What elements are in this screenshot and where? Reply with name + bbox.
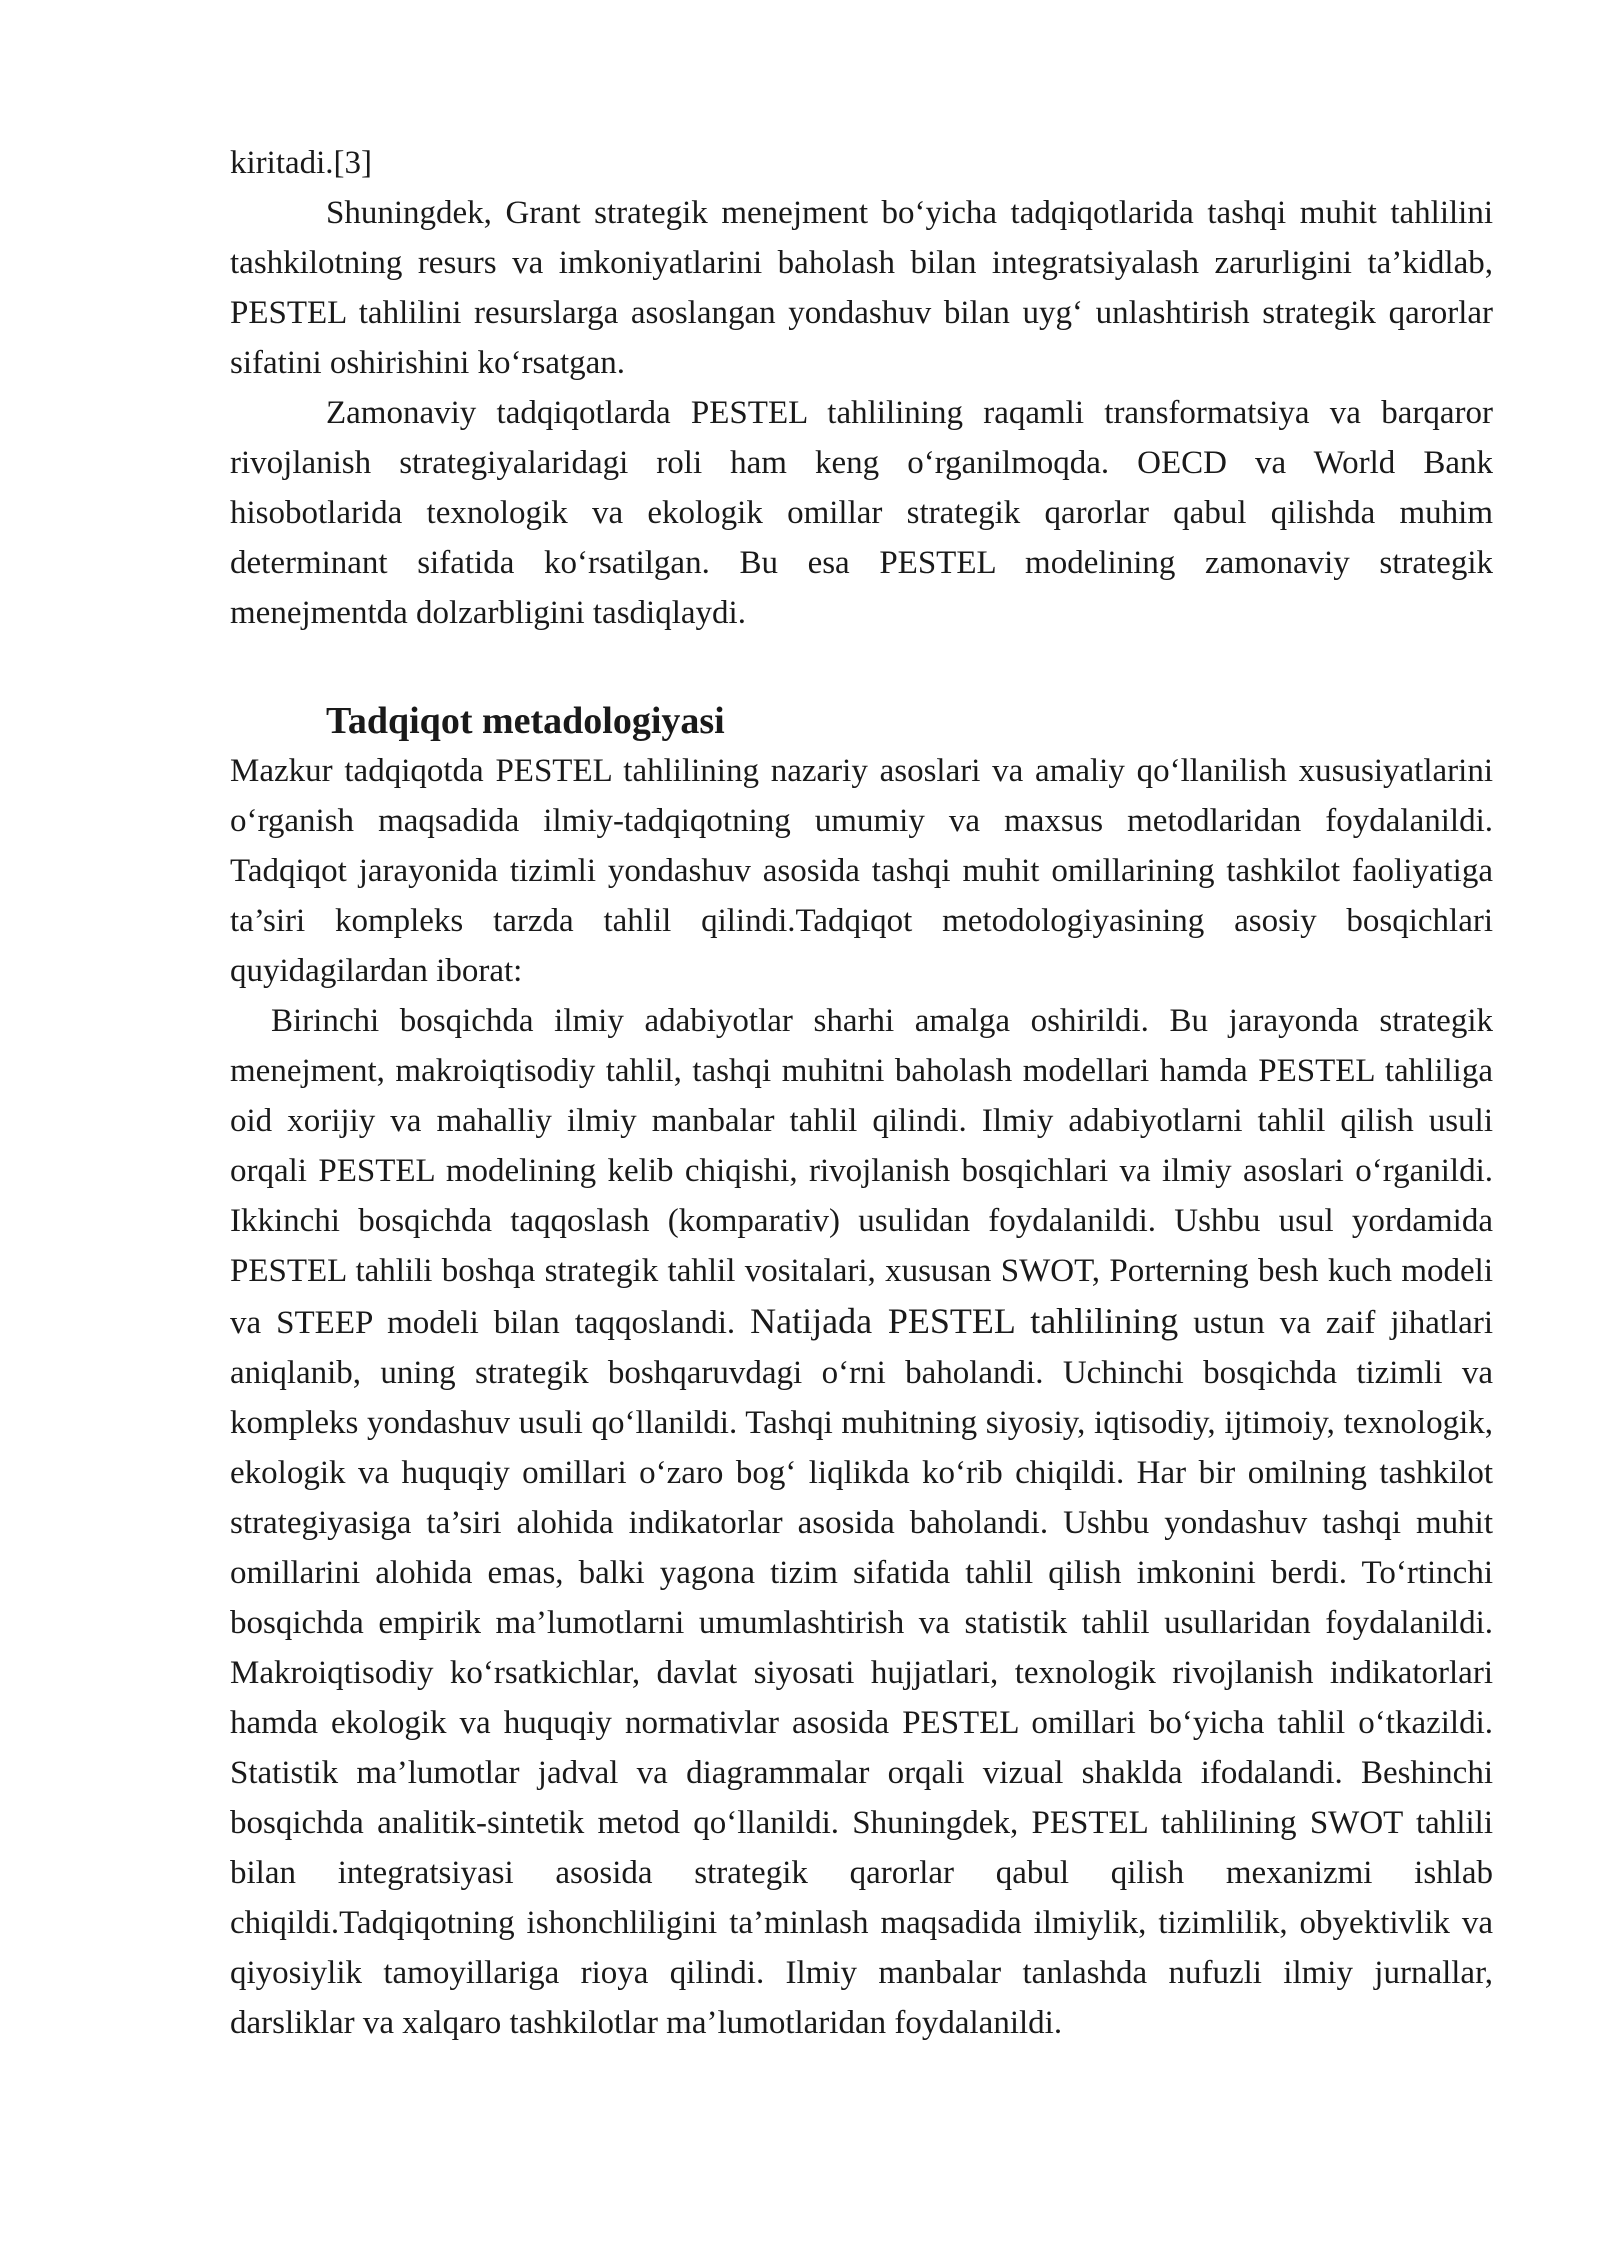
- section-heading: Tadqiqot metadologiyasi: [326, 700, 725, 742]
- document-page: [230, 138, 1493, 2048]
- paragraph-modern-research: Zamonaviy tadqiqotlarda PESTEL tahlilining raqamli transformatsiya va barqaror rivojlanish strategiyalaridagi roli ham keng o‘rganilmoqda. OECD va World Bank hisobotlarida texnologik va ekologik omillar strategik qarorlar qabul qilishda muhim determinant sifatida ko‘rsatilgan. Bu esa PESTEL modelining zamonaviy strategik menejmentda dolzarbligini tasdiqlaydi.: [230, 395, 1493, 631]
- stages-text-part-1: Birinchi bosqichda ilmiy adabiyotlar sharhi amalga oshirildi. Bu jarayonda strategik menejment, makroiqtisodiy tahlil, tashqi muhitni baholash modellari hamda PESTEL tahliliga oid xorijiy va mahalliy ilmiy manbalar tahlil qilindi. Ilmiy adabiyotlarni tahlil qilish usuli orqali PESTEL modelining kelib chiqishi, rivojlanish bosqichlari va ilmiy asoslari o‘rganildi. Ikkinchi bosqichda taqqoslash (komparativ) usulidan foydalanildi. Ushbu usul yordamida PESTEL tahlili boshqa strategik tahlil vositalari, xususan SWOT, Porterning besh kuch modeli va STEEP modeli bilan taqqoslandi.: [230, 1003, 1493, 1341]
- paragraph-continuation: kiritadi.[3]: [230, 145, 373, 181]
- paragraph-methodology-stages: [230, 996, 1493, 2048]
- stages-text-part-2: ustun va zaif jihatlari aniqlanib, uning strategik boshqaruvdagi o‘rni baholandi. Uchinchi bosqichda tizimli va kompleks yondashuv usuli qo‘llanildi. Tashqi muhitning siyosiy, iqtisodiy, ijtimoiy, texnologik, ekologik va huquqiy omillari o‘zaro bog‘ liqlikda ko‘rib chiqildi. Har bir omilning tashkilot strategiyasiga ta’siri alohida indikatorlar asosida baholandi. Ushbu yondashuv tashqi muhit omillarini alohida emas, balki yagona tizim sifatida tahlil qilish imkonini berdi. To‘rtinchi bosqichda empirik ma’lumotlarni umumlashtirish va statistik tahlil usullaridan foydalanildi. Makroiqtisodiy ko‘rsatkichlar, davlat siyosati hujjatlari, texnologik rivojlanish indikatorlari hamda ekologik va huquqiy normativlar asosida PESTEL omillari bo‘yicha tahlil o‘tkazildi. Statistik ma’lumotlar jadval va diagrammalar orqali vizual shaklda ifodalandi. Beshinchi bosqichda analitik-sintetik metod qo‘llanildi. Shuningdek, PESTEL tahlilining SWOT tahlili bilan integratsiyasi asosida strategik qarorlar qabul qilish mexanizmi ishlab chiqildi.Tadqiqotning ishonchliligini ta’minlash maqsadida ilmiylik, tizimlilik, obyektivlik va qiyosiylik tamoyillariga rioya qilindi. Ilmiy manbalar tanlashda nufuzli ilmiy jurnallar, darsliklar va xalqaro tashkilotlar ma’lumotlaridan foydalanildi.: [230, 1305, 1493, 2041]
- paragraph-methodology-intro: Mazkur tadqiqotda PESTEL tahlilining nazariy asoslari va amaliy qo‘llanilish xususiyatlarini o‘rganish maqsadida ilmiy-tadqiqotning umumiy va maxsus metodlaridan foydalanildi. Tadqiqot jarayonida tizimli yondashuv asosida tashqi muhit omillarining tashkilot faoliyatiga ta’siri kompleks tarzda tahlil qilindi.Tadqiqot metodologiyasining asosiy bosqichlari quyidagilardan iborat:: [230, 753, 1493, 989]
- stages-text-emphasis: Natijada PESTEL tahlilining: [750, 1301, 1179, 1341]
- paragraph-grant: Shuningdek, Grant strategik menejment bo‘yicha tadqiqotlarida tashqi muhit tahlilini tashkilotning resurs va imkoniyatlarini baholash bilan integratsiyalash zarurligini ta’kidlab, PESTEL tahlilini resurslarga asoslangan yondashuv bilan uyg‘ unlashtirish strategik qarorlar sifatini oshirishini ko‘rsatgan.: [230, 195, 1493, 381]
